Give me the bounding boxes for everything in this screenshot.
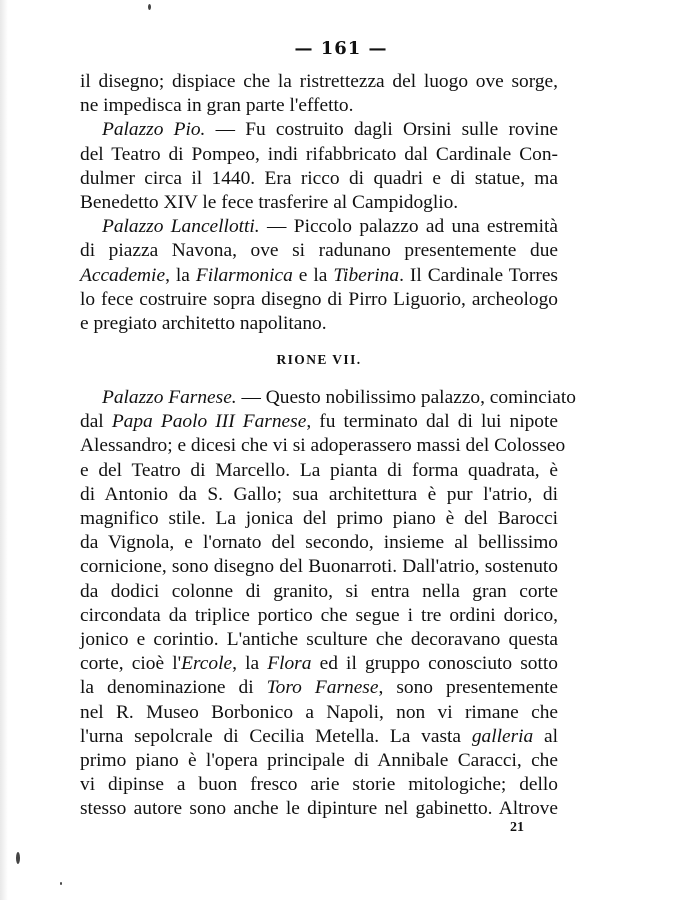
- text-line: da dodici colonne di granito, si entra nella gran corte: [80, 580, 558, 602]
- page-number: — 161 —: [294, 38, 388, 59]
- text-span: , sono presentemente: [378, 677, 559, 699]
- text-line: e pregiato architetto napolitano.: [80, 312, 327, 334]
- entry-palazzo-farnese: [80, 386, 576, 410]
- text-line: il disegno; dispiace che la ristrettezza del luogo ove sorge,: [80, 71, 558, 92]
- text-line: [80, 652, 558, 676]
- text-line: lo fece costruire sopra disegno di Pirro Liguorio, archeologo: [80, 288, 558, 310]
- italic-span: Filarmonica: [195, 264, 293, 286]
- text-span: e la: [292, 264, 334, 286]
- text-span: — Piccolo palazzo ad una estremità: [259, 216, 558, 238]
- text-line: di Antonio da S. Gallo; sua architettura è pur l'atrio, di: [80, 483, 558, 505]
- text-line: [80, 410, 558, 434]
- text-line: cornicione, sono disegno del Buonarroti. Dall'atrio, sostenuto: [80, 556, 558, 578]
- text-span: — Fu costruito dagli Orsini sulle rovine: [205, 119, 558, 141]
- text-line: vi dipinse a buon fresco arie storie mitologiche; dello: [80, 774, 558, 796]
- text-span: , la: [232, 653, 268, 675]
- text-span: dal: [80, 411, 112, 433]
- italic-span: Papa Paolo III Farnese: [111, 411, 307, 433]
- print-speck: [16, 852, 20, 864]
- text-line: dulmer circa il 1440. Era ricco di quadri e di statue, ma: [80, 167, 558, 189]
- text-line: di piazza Navona, ove si radunano presentemente due: [80, 240, 558, 262]
- text-line: Benedetto XIV le fece trasferire al Campidoglio.: [80, 191, 459, 213]
- text-span: — Questo nobilissimo palazzo, cominciato: [236, 387, 576, 409]
- text-line: stesso autore sono anche le dipinture nel gabinetto. Altrove: [80, 798, 558, 820]
- entry-title: Palazzo Lancellotti.: [102, 216, 260, 238]
- text-line: jonico e corintio. L'antiche sculture che decoravano questa: [80, 628, 558, 650]
- text-span: , la: [165, 264, 196, 286]
- text-span: . Il Cardinale Torres: [399, 264, 558, 286]
- print-speck: [148, 4, 151, 10]
- text-line: [80, 264, 558, 288]
- entry-palazzo-lancellotti: [80, 215, 558, 239]
- print-speck: [60, 882, 62, 885]
- text-span: corte, cioè l': [80, 653, 182, 675]
- text-line: primo piano è l'opera principale di Annibale Caracci, che: [80, 749, 558, 771]
- text-line: da Vignola, e l'ornato del secondo, insieme al bellissimo: [80, 532, 558, 554]
- italic-span: galleria: [471, 725, 534, 747]
- text-line: circondata da triplice portico che segue i tre ordini dorico,: [80, 604, 558, 626]
- entry-palazzo-pio: [80, 118, 558, 142]
- text-line: [80, 676, 558, 700]
- text-line: magnifico stile. La jonica del primo piano è del Barocci: [80, 508, 558, 529]
- body-text: [80, 70, 576, 821]
- italic-span: Accademie: [80, 264, 166, 286]
- text-line: ne impedisca in gran parte l'effetto.: [80, 95, 354, 117]
- italic-span: Tiberina: [333, 264, 400, 286]
- text-span: la denominazione di: [80, 677, 267, 699]
- text-line: Alessandro; e dicesi che vi si adoperassero massi del Colosseo: [80, 435, 566, 457]
- text-line: nel R. Museo Borbonico a Napoli, non vi rimane che: [80, 701, 558, 723]
- entry-title: Palazzo Pio.: [102, 119, 206, 141]
- italic-span: Flora: [267, 653, 312, 675]
- page-edge-shadow: [0, 0, 8, 900]
- italic-span: Ercole: [181, 653, 233, 675]
- text-line: [80, 725, 558, 749]
- text-span: ed il gruppo conosciuto sotto: [311, 653, 558, 675]
- text-line: e del Teatro di Marcello. La pianta di forma quadrata, è: [80, 459, 558, 481]
- text-span: al: [533, 725, 558, 747]
- section-heading: RIONE VII.: [276, 352, 362, 368]
- text-span: , fu terminato dal di lui nipote: [306, 411, 558, 433]
- entry-title: Palazzo Farnese.: [102, 387, 237, 409]
- text-span: l'urna sepolcrale di Cecilia Metella. La vasta: [80, 725, 462, 747]
- text-line: del Teatro di Pompeo, indi rifabbricato dal Cardinale Con-: [80, 143, 558, 165]
- sheet-signature: 21: [510, 820, 524, 835]
- italic-span: Toro Farnese: [266, 677, 379, 699]
